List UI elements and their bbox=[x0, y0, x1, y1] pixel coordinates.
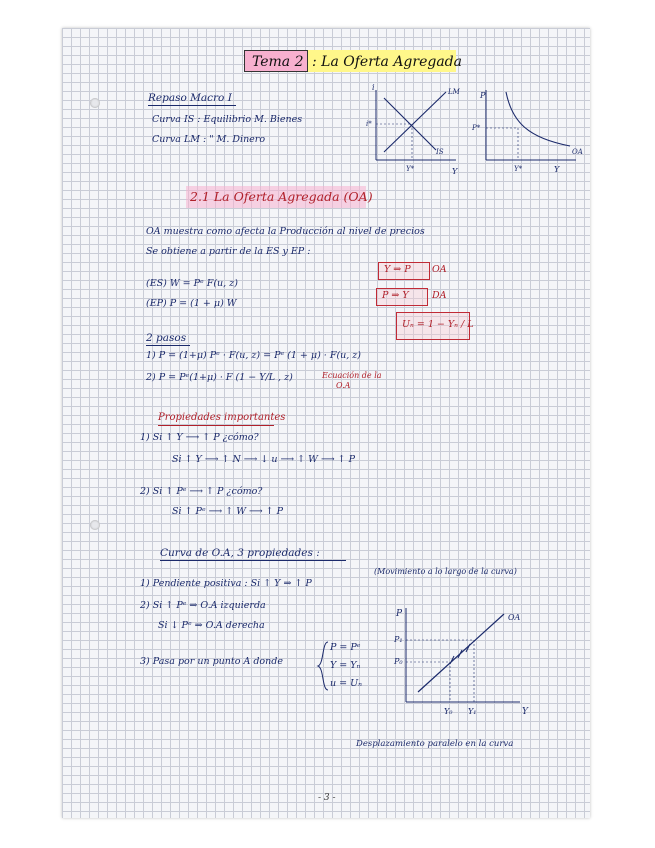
prop-1-chain: Si ↑ Y ⟶ ↑ N ⟶ ↓ u ⟶ ↑ W ⟶ ↑ P bbox=[172, 454, 355, 465]
equation-ep: (EP) P = (1 + μ) W bbox=[146, 298, 237, 309]
oa-y-label: Y bbox=[554, 165, 560, 174]
prop-1-question: 1) Si ↑ Y ⟶ ↑ P ¿cómo? bbox=[140, 432, 259, 443]
title-tema: Tema 2 bbox=[252, 54, 304, 70]
islm-ystar-label: Y* bbox=[406, 165, 415, 173]
box-p-to-y-label: DA bbox=[432, 290, 447, 301]
islm-istar-label: i* bbox=[366, 120, 372, 128]
oa-pstar-label: P* bbox=[472, 124, 481, 132]
box-un-text: Uₙ = 1 − Yₙ / L bbox=[402, 319, 474, 330]
intro-line-1: OA muestra como afecta la Producción al nivel de precios bbox=[146, 226, 425, 237]
curva-cond-2: Y = Yₙ bbox=[330, 660, 361, 671]
pasos-heading: 2 pasos bbox=[146, 332, 187, 344]
curva-heading: Curva de O.A, 3 propiedades : bbox=[160, 547, 320, 559]
curva-cond-1: P = Pᵉ bbox=[330, 642, 361, 653]
repaso-underline bbox=[148, 105, 236, 106]
title-rest: : La Oferta Agregada bbox=[312, 54, 462, 70]
curva-prop-3: 3) Pasa por un punto A donde bbox=[140, 656, 283, 667]
oa-graph bbox=[472, 84, 583, 178]
oa-curve bbox=[506, 92, 570, 146]
oa-shift-graph bbox=[392, 602, 532, 726]
propiedades-underline bbox=[158, 425, 274, 426]
curly-brace bbox=[316, 640, 330, 692]
repaso-heading: Repaso Macro I bbox=[148, 92, 232, 104]
shift-p0-label: P₀ bbox=[394, 657, 403, 666]
prop-2-question: 2) Si ↑ Pᵉ ⟶ ↑ P ¿cómo? bbox=[140, 486, 263, 497]
repaso-lm: Curva LM : " M. Dinero bbox=[152, 134, 266, 145]
graph-caption: Desplazamiento paralelo en la curva bbox=[356, 739, 514, 749]
pasos-note-a: Ecuación de la bbox=[322, 371, 382, 380]
shift-p-label: P bbox=[396, 609, 403, 619]
oa-label: OA bbox=[572, 148, 583, 156]
prop-2-chain: Si ↑ Pᵉ ⟶ ↑ W ⟶ ↑ P bbox=[172, 506, 284, 517]
islm-y-label: Y bbox=[452, 167, 458, 176]
oa-p-label: P bbox=[480, 91, 486, 100]
box-y-to-p-text: Y ⇒ P bbox=[384, 264, 411, 275]
curva-note: (Movimiento a lo largo de la curva) bbox=[374, 567, 517, 576]
curva-prop-2a: 2) Si ↑ Pᵉ ⇒ O.A izquierda bbox=[140, 600, 266, 611]
binder-hole bbox=[90, 520, 100, 530]
repaso-is: Curva IS : Equilibrio M. Bienes bbox=[152, 114, 303, 125]
equation-es: (ES) W = Pᵉ F(u, z) bbox=[146, 278, 238, 289]
islm-is-label: IS bbox=[436, 148, 444, 156]
box-p-to-y-text: P ⇒ Y bbox=[382, 290, 409, 301]
pasos-note-b: O.A bbox=[336, 381, 351, 390]
shift-p1-label: P₁ bbox=[394, 635, 403, 644]
islm-i-label: i bbox=[372, 83, 375, 92]
pasos-underline bbox=[146, 345, 190, 346]
curva-underline bbox=[160, 560, 346, 561]
propiedades-heading: Propiedades importantes bbox=[158, 412, 286, 423]
islm-lm-label: LM bbox=[448, 88, 460, 96]
shift-y-label: Y bbox=[522, 707, 528, 717]
shift-y0-label: Y₀ bbox=[444, 707, 453, 716]
shift-y1-label: Y₁ bbox=[468, 707, 477, 716]
binder-hole bbox=[90, 98, 100, 108]
islm-graph bbox=[366, 84, 466, 178]
oa-ystar-label: Y* bbox=[514, 165, 523, 173]
curva-prop-2b: Si ↓ Pᵉ ⇒ O.A derecha bbox=[158, 620, 265, 631]
intro-line-2: Se obtiene a partir de la ES y EP : bbox=[146, 246, 311, 257]
pasos-step-2: 2) P = Pᵉ(1+μ) · F (1 − Y/L , z) bbox=[146, 372, 293, 383]
shift-oa-label: OA bbox=[508, 613, 521, 622]
curva-cond-3: u = Uₙ bbox=[330, 678, 362, 689]
lm-curve bbox=[384, 92, 446, 152]
box-y-to-p-label: OA bbox=[432, 264, 447, 275]
pasos-step-1: 1) P = (1+μ) Pᵉ · F(u, z) = Pᵉ (1 + μ) · F(u, z) bbox=[146, 350, 362, 361]
curva-prop-1: 1) Pendiente positiva : Si ↑ Y ⇒ ↑ P bbox=[140, 578, 312, 589]
page-number: - 3 - bbox=[318, 793, 336, 803]
section-heading: 2.1 La Oferta Agregada (OA) bbox=[190, 189, 373, 204]
